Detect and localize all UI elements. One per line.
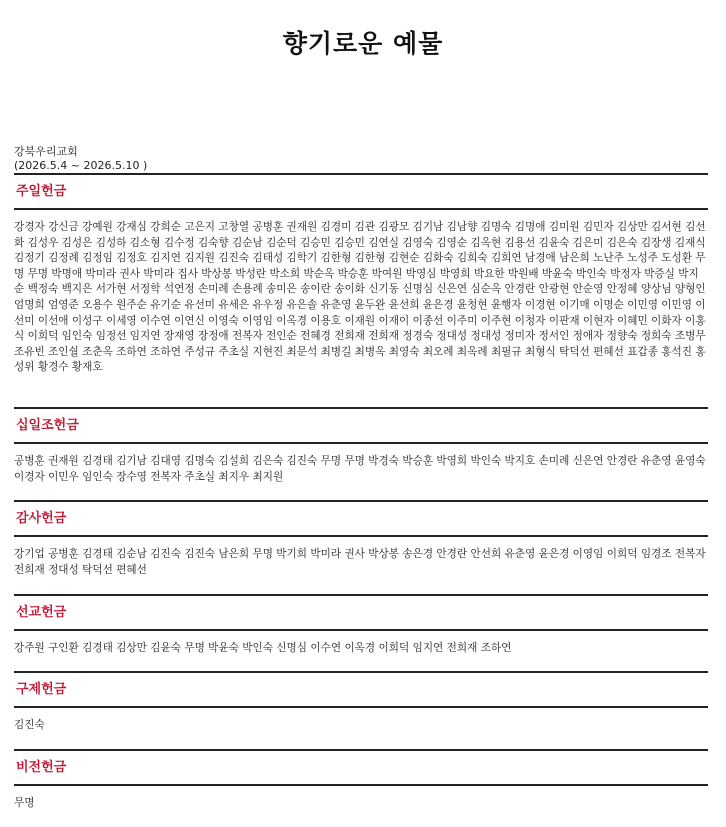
date-range: (2026.5.4 ~ 2026.5.10 ) [14,159,148,172]
section-title: 비전헌금 [16,760,67,775]
donor-list: 강주원 구인환 김경태 김상만 김윤숙 무명 박윤숙 박인숙 신명심 이수연 이옥경 이희덕 임지연 전희재 조하연 [14,642,512,654]
church-name: 강북우리교회 [14,145,78,158]
section-tithe-offering [14,407,708,485]
section-title: 구제헌금 [16,682,67,697]
section-sunday-offering [14,173,708,376]
donor-list: 무명 [14,797,35,809]
donor-list: 김진숙 [14,719,45,731]
section-vision-offering [14,749,708,812]
page-title: 향기로운 예물 [282,29,444,58]
section-title: 주일헌금 [16,184,67,199]
section-title: 십일조헌금 [16,418,79,433]
donor-list: 공병훈 권재원 김경태 김기남 김대영 김명숙 김설희 김은숙 김진숙 무명 무명 박경숙 박승훈 박영희 박인숙 박지호 손미례 신은연 안경란 유춘영 윤영숙 이경자 이민우 임인숙 장수영 전복자 주초실 최지우 최지원 [14,455,706,483]
donor-list: 강기업 공병훈 김경태 김순남 김진숙 김진숙 남은희 무명 박기희 박미라 권사 박상봉 송은경 안경란 안선희 유춘영 윤은경 이영임 이희덕 임경조 전복자 전희재 정대성 탁덕선 편혜선 [14,548,706,576]
section-title: 선교헌금 [16,605,67,620]
section-mission-offering [14,594,708,657]
donor-list: 강경자 강신금 강예원 강재심 강희순 고은지 고창열 공병훈 권재원 김경미 김관 김광모 김기남 김남향 김명숙 김명애 김미원 김민자 김상만 김서현 김선화 김성우 김성은 김성하 김소형 김수정 김숙향 김순남 김순덕 김승민 김승민 김연실 김영숙 김영순 김옥현 김용선 김윤숙 김은미 김은숙 김장생 김재식 김정기 김정례 김정임 김정호 김지연 김지원 김진숙 김태성 김학기 김한형 김한형 김현순 김화숙 김희숙 김희연 남경애 남은희 노난주 노성주 도성환 무명 무명 박명애 박미라 권사 박미라 집사 박상봉 박성란 박소희 박순옥 박승훈 박여원 박영심 박영희 박요한 박원배 박윤숙 박인숙 박정자 박증실 박지순 백정숙 백지은 서가현 서정학 석연정 손미례 손용례 송미은 송이란 송이화 신기동 신명심 신은연 심순옥 안경란 안광현 안순영 안정혜 양상님 양형인 엄명희 엄영준 오용수 원주순 유기순 유선미 유세은 유우정 유은솔 유춘영 윤두완 윤선희 윤은경 윤청현 윤행자 이경현 이기매 이명순 이민영 이민영 이선미 이선애 이성구 이세영 이수연 이연신 이영숙 이영임 이옥경 이용호 이재원 이재이 이종선 이주미 이주현 이청자 이판재 이현자 이혜민 이화자 이홍식 이희덕 임인숙 임정선 임지연 장재영 장정애 전복자 전인순 전혜경 전희재 전희재 정경숙 정대성 정대성 정미자 정서인 정애자 정향숙 정희숙 조병무 조유빈 조인숼 조춘옥 조하연 조하연 주성규 주초실 지현진 최문석 최병길 최병옥 최영숙 최오례 최옥례 최필규 최형식 탁덕선 편혜선 표갑종 홍석진 홍성위 황경수 황재호 [14,221,706,374]
section-thanks-offering [14,500,708,578]
section-title: 감사헌금 [16,511,67,526]
section-relief-offering [14,671,708,734]
